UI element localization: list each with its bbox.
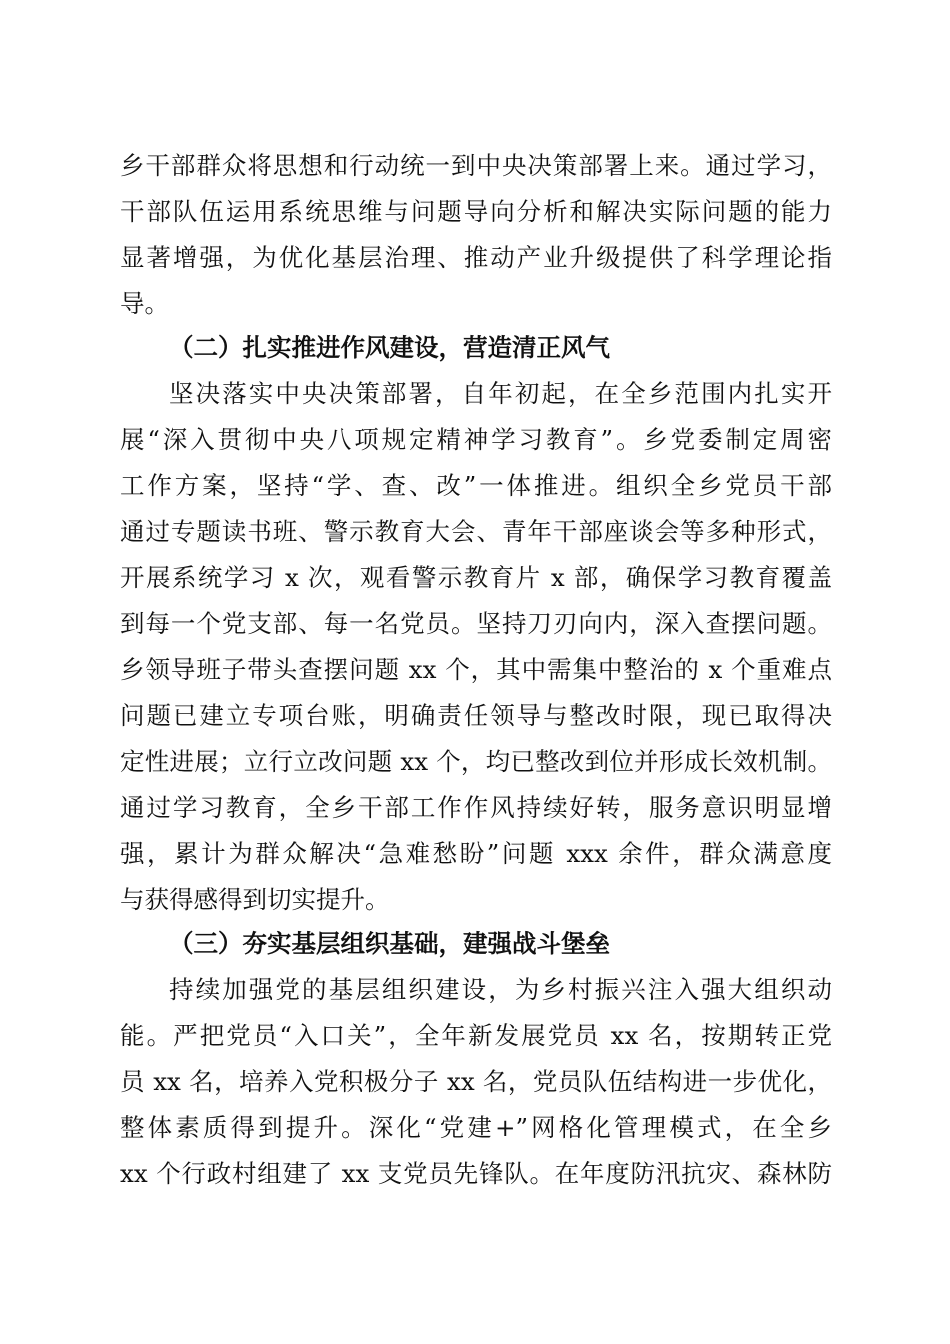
paragraph-line: 员 xx 名，培养入党积极分子 xx 名，党员队伍结构进一步优化，: [120, 1067, 832, 1096]
paragraph-line: 能。严把党员“入口关”，全年新发展党员 xx 名，按期转正党: [120, 1021, 832, 1050]
paragraph-line: 整体素质得到提升。深化“党建+”网格化管理模式，在全乡: [120, 1113, 832, 1142]
paragraph-line: 问题已建立专项台账，明确责任领导与整改时限，现已取得决: [120, 701, 832, 730]
paragraph-line: 干部队伍运用系统思维与问题导向分析和解决实际问题的能力: [120, 197, 832, 226]
paragraph-line: xx 个行政村组建了 xx 支党员先锋队。在年度防汛抗灾、森林防: [120, 1159, 832, 1188]
paragraph-line: 强，累计为群众解决“急难愁盼”问题 xxx 余件，群众满意度: [120, 839, 832, 868]
paragraph-line: 乡领导班子带头查摆问题 xx 个，其中需集中整治的 x 个重难点: [120, 655, 832, 684]
paragraph-line: 定性进展；立行立改问题 xx 个，均已整改到位并形成长效机制。: [120, 747, 832, 776]
paragraph-line: 坚决落实中央决策部署，自年初起，在全乡范围内扎实开: [169, 379, 832, 408]
paragraph-line: 与获得感得到切实提升。: [120, 885, 390, 914]
section-heading-2: （二）扎实推进作风建设，营造清正风气: [169, 333, 610, 362]
paragraph-line: 通过学习教育，全乡干部工作作风持续好转，服务意识明显增: [120, 793, 832, 822]
paragraph-line: 工作方案，坚持“学、查、改”一体推进。组织全乡党员干部: [120, 471, 832, 500]
paragraph-line: 显著增强，为优化基层治理、推动产业升级提供了科学理论指: [120, 243, 832, 272]
paragraph-line: 到每一个党支部、每一名党员。坚持刀刃向内，深入查摆问题。: [120, 609, 832, 638]
paragraph-line: 通过专题读书班、警示教育大会、青年干部座谈会等多种形式，: [120, 517, 832, 546]
section-heading-3: （三）夯实基层组织基础，建强战斗堡垒: [169, 929, 610, 958]
paragraph-line: 乡干部群众将思想和行动统一到中央决策部署上来。通过学习，: [120, 151, 832, 180]
paragraph-line: 导。: [120, 289, 169, 318]
paragraph-line: 开展系统学习 x 次，观看警示教育片 x 部，确保学习教育覆盖: [120, 563, 832, 592]
paragraph-line: 持续加强党的基层组织建设，为乡村振兴注入强大组织动: [169, 975, 832, 1004]
paragraph-line: 展“深入贯彻中央八项规定精神学习教育”。乡党委制定周密: [120, 425, 832, 454]
